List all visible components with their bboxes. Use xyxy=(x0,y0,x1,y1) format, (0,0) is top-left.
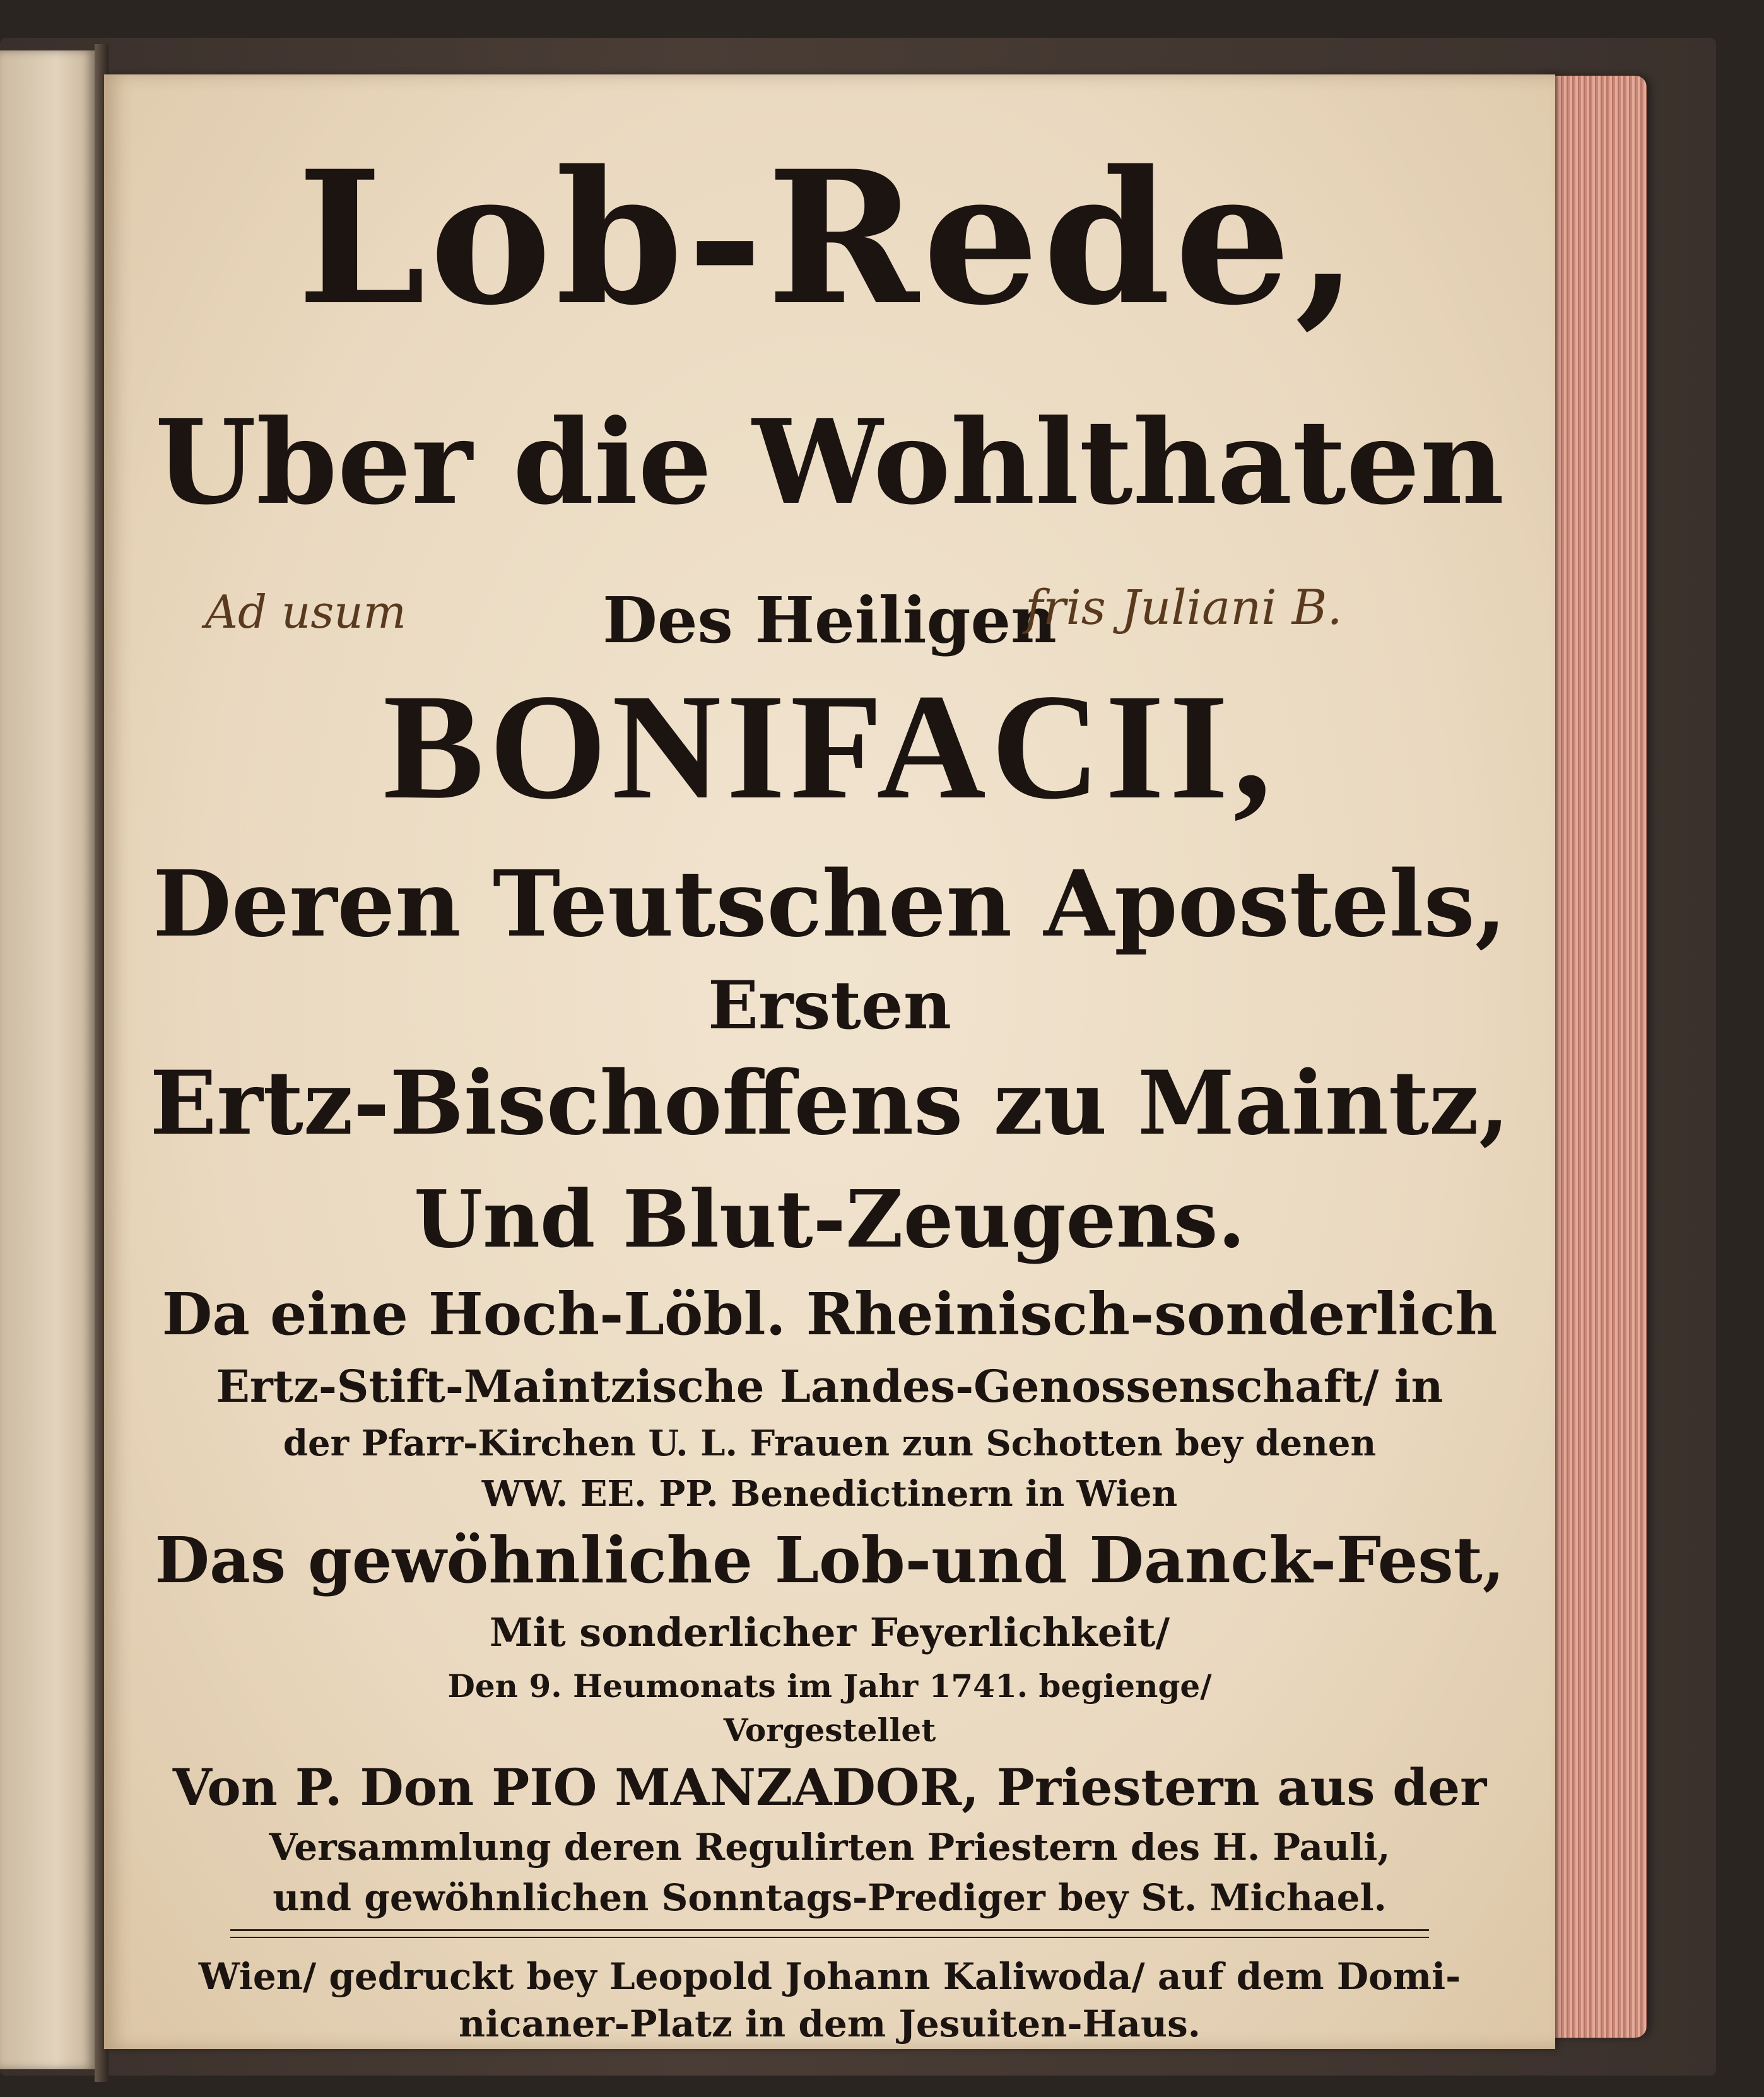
title-lob-rede: Lob-Rede, xyxy=(297,131,1363,346)
text-feyerlichkeit: Mit sonderlicher Feyerlichkeit/ xyxy=(489,1609,1170,1655)
text-versammlung: Versammlung deren Regulirten Priestern des H. Pauli, xyxy=(269,1826,1391,1869)
title-ersten: Ersten xyxy=(707,966,952,1044)
text-date: Den 9. Heumonats im Jahr 1741. begienge/ xyxy=(447,1667,1212,1705)
imprint-line-2: nicaner-Platz in dem Jesuiten-Haus. xyxy=(459,2002,1201,2045)
text-pfarr-kirchen: der Pfarr-Kirchen U. L. Frauen zun Schotten bey denen xyxy=(283,1423,1377,1464)
manuscript-note-left: Ad usum xyxy=(205,585,406,638)
separator-rule-top xyxy=(230,1929,1429,1931)
title-bonifacii: BONIFACII, xyxy=(383,662,1276,830)
separator-rule-bottom xyxy=(230,1937,1429,1938)
title-page xyxy=(104,74,1555,2049)
text-lob-dank-fest: Das gewöhnliche Lob-und Danck-Fest, xyxy=(155,1523,1505,1597)
manuscript-note-right: fris Juliani B. xyxy=(1025,579,1343,635)
text-sonntags-prediger: und gewöhnlichen Sonntags-Prediger bey St. Michael. xyxy=(273,1876,1387,1919)
text-benedictinern: WW. EE. PP. Benedictinern in Wien xyxy=(481,1473,1178,1515)
title-wohlthaten: Uber die Wohlthaten xyxy=(155,394,1505,531)
title-des-heiligen: Des Heiligen xyxy=(603,583,1057,657)
text-da-eine: Da eine Hoch-Löbl. Rheinisch-sonderlich xyxy=(162,1280,1498,1348)
title-ertz-bischoffens: Ertz-Bischoffens zu Maintz, xyxy=(150,1051,1510,1154)
title-deren-teutschen: Deren Teutschen Apostels, xyxy=(153,850,1507,957)
page-edges xyxy=(1539,76,1647,2038)
text-author: Von P. Don PIO MANZADOR, Priestern aus der xyxy=(172,1758,1487,1817)
text-vorgestellet: Vorgestellet xyxy=(723,1712,936,1749)
facing-page xyxy=(0,50,95,2069)
title-blut-zeugens: Und Blut-Zeugens. xyxy=(414,1173,1245,1266)
text-ertz-stift: Ertz-Stift-Maintzische Landes-Genossenschaft/ in xyxy=(216,1360,1444,1413)
imprint-line-1: Wien/ gedruckt bey Leopold Johann Kaliwoda/ auf dem Domi- xyxy=(198,1955,1461,1998)
